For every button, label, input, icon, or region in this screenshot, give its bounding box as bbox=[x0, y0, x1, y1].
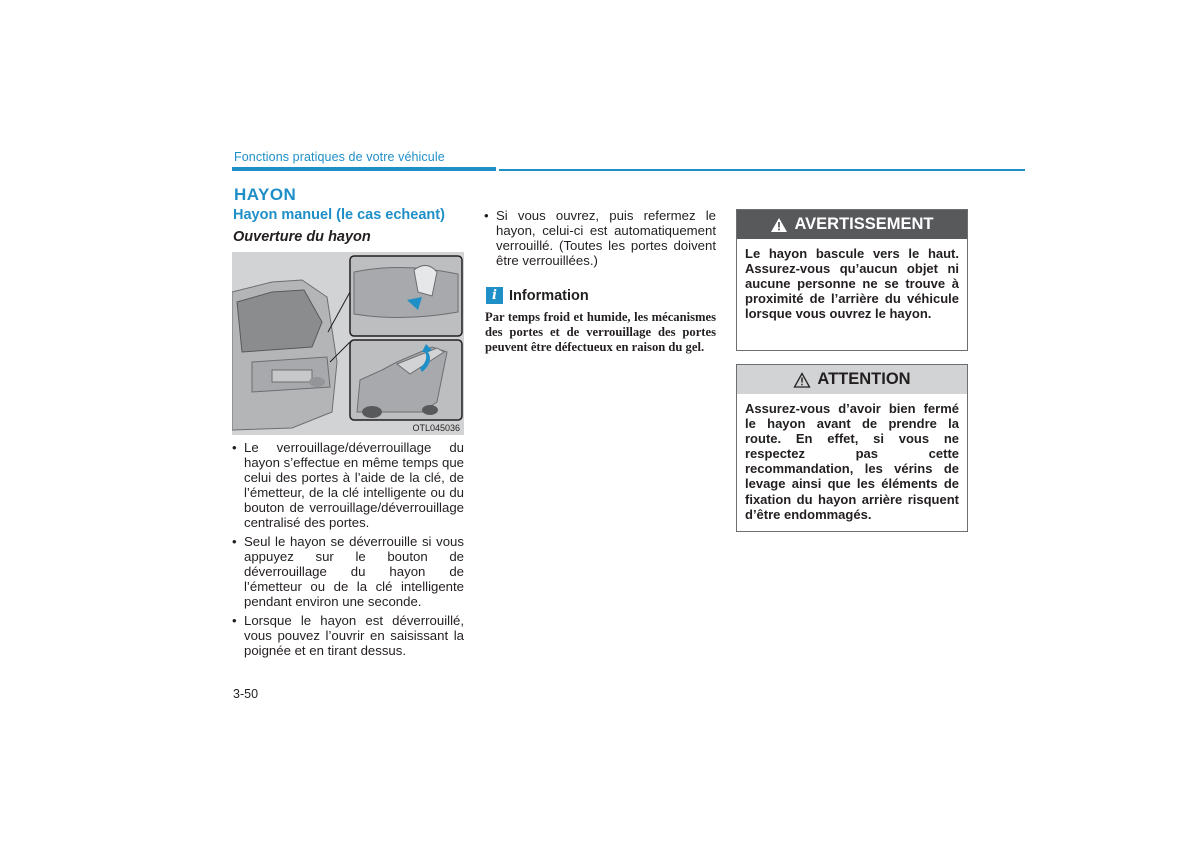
warning-triangle-icon bbox=[770, 217, 788, 233]
section-title: HAYON bbox=[234, 185, 297, 204]
subsection-title: Hayon manuel (le cas echeant) bbox=[233, 207, 445, 223]
page-number: 3-50 bbox=[233, 687, 259, 701]
information-title: Information bbox=[509, 288, 589, 304]
warning-header bbox=[737, 210, 967, 239]
header-rule-left bbox=[232, 167, 496, 171]
left-bullet-list bbox=[232, 440, 464, 662]
list-item: • Seul le hayon se déverrouille si vous appuyez sur le bouton de déverrouillage du hayon de l’émetteur ou de la clé intelligente pendant environ une seconde. bbox=[232, 534, 464, 609]
subsubsection-title: Ouverture du hayon bbox=[233, 229, 371, 245]
attention-box bbox=[736, 364, 968, 532]
figure-caption: OTL045036 bbox=[412, 423, 460, 433]
header-rule-right bbox=[499, 169, 1025, 171]
middle-bullet-list bbox=[484, 208, 716, 268]
attention-title: ATTENTION bbox=[817, 370, 911, 388]
tailgate-illustration bbox=[232, 252, 464, 435]
info-icon: i bbox=[486, 287, 503, 304]
list-item: • Si vous ouvrez, puis refermez le hayon, celui-ci est automatiquement verrouillé. (Toutes les portes doivent être verrouillées.) bbox=[484, 208, 716, 268]
chapter-header: Fonctions pratiques de votre véhicule bbox=[234, 150, 445, 164]
warning-box bbox=[736, 209, 968, 351]
attention-header bbox=[737, 365, 967, 394]
car-rear-drawing bbox=[232, 252, 464, 435]
list-item: • Lorsque le hayon est déverrouillé, vous pouvez l’ouvrir en saisissant la poignée et en tirant dessus. bbox=[232, 613, 464, 658]
attention-body: Assurez-vous d’avoir bien fermé le hayon avant de prendre la route. En effet, si vous ne respectez pas cette recommandation, les vérins de levage ainsi que les éléments de fixation du hayon arrière risquent d’être endommagés. bbox=[745, 401, 959, 522]
information-body: Par temps froid et humide, les mécanismes des portes et de verrouillage des portes peuvent être défectueux en raison du gel. bbox=[485, 310, 716, 355]
warning-title: AVERTISSEMENT bbox=[794, 215, 934, 233]
warning-body: Le hayon bascule vers le haut. Assurez-vous qu’aucun objet ni aucune personne ne se trouve à proximité de l’arrière du véhicule lorsque vous ouvrez le hayon. bbox=[745, 246, 959, 322]
caution-triangle-icon bbox=[793, 372, 811, 388]
list-item: • Le verrouillage/déverrouillage du hayon s’effectue en même temps que celui des portes à l’aide de la clé, de l’émetteur, de la clé intelligente ou du bouton de verrouillage/déverrouillage centralisé des portes. bbox=[232, 440, 464, 530]
